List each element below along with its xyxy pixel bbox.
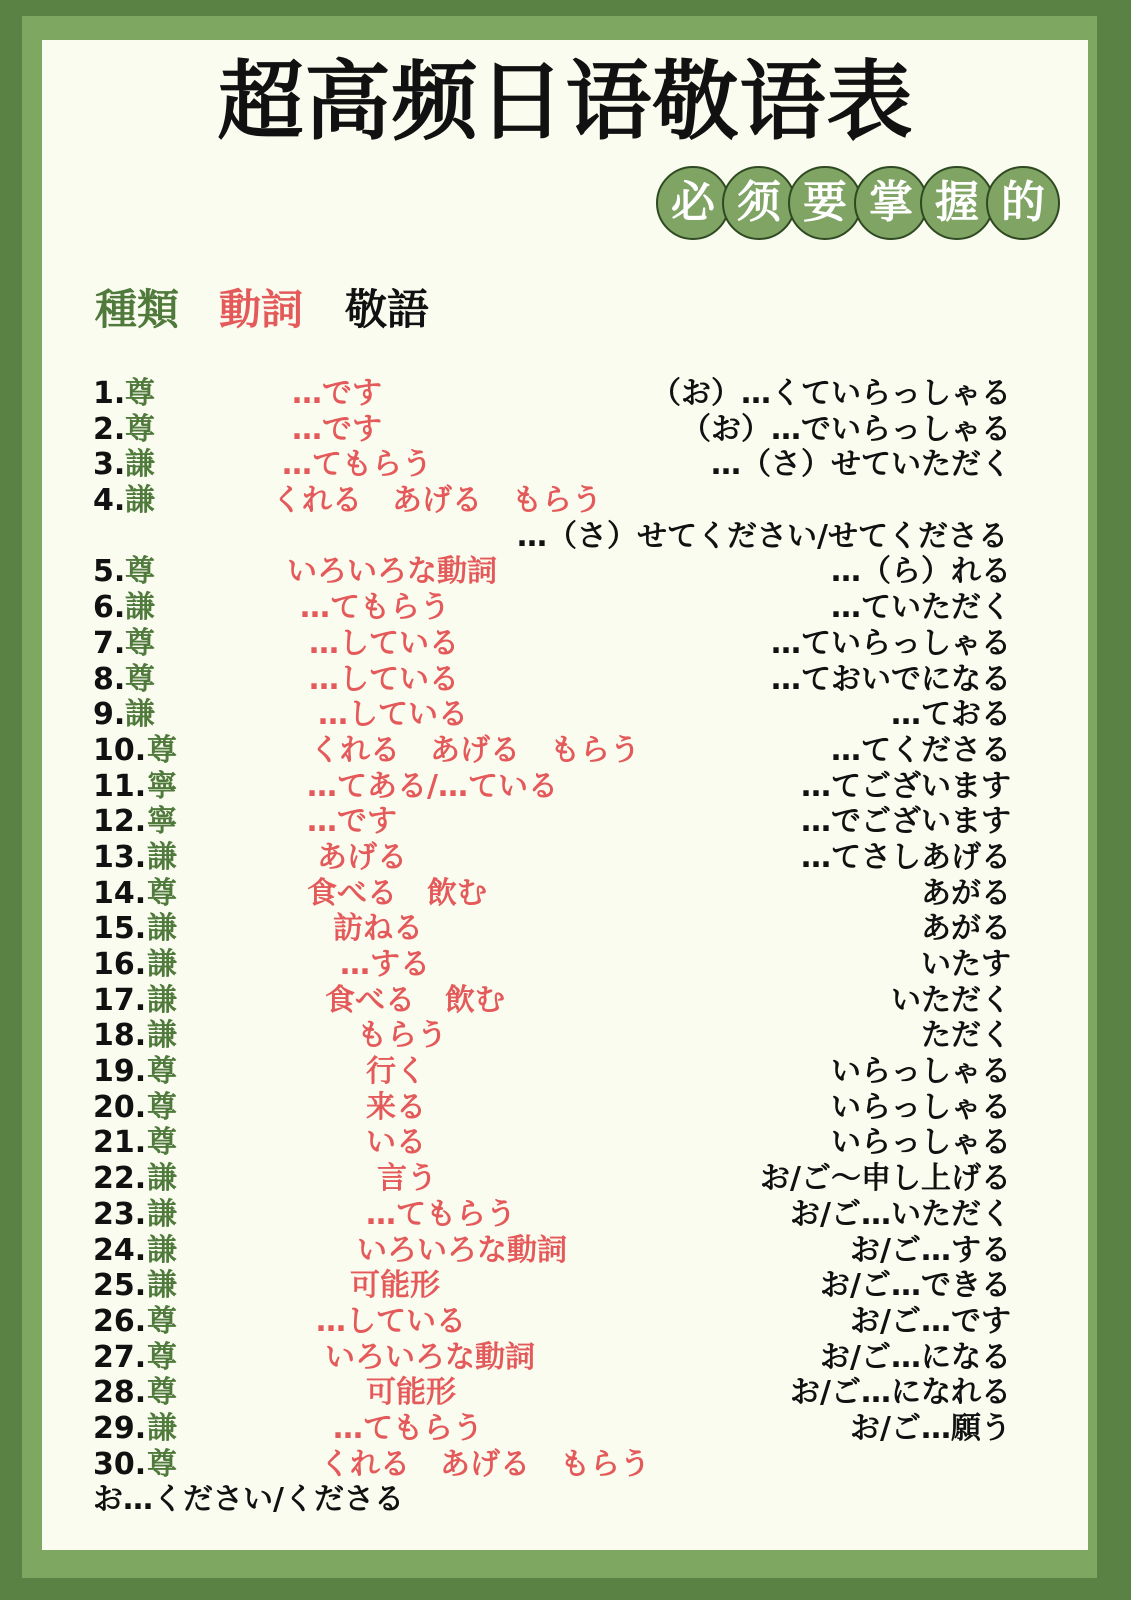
row-number: 10. xyxy=(93,732,147,768)
row-verb: 来る xyxy=(366,1089,426,1125)
row-number: 15. xyxy=(93,911,147,947)
row-kind: 謙 xyxy=(147,911,177,947)
row-keigo: お/ご…いただく xyxy=(790,1196,1011,1232)
row-kind: 謙 xyxy=(125,483,155,519)
row-number: 20. xyxy=(93,1089,147,1125)
row-keigo: …ておいでになる xyxy=(771,661,1011,697)
row-number: 19. xyxy=(93,1054,147,1090)
table-row xyxy=(0,911,1131,947)
row-keigo: （お）…でいらっしゃる xyxy=(681,411,1011,447)
row-keigo: いたす xyxy=(921,947,1011,982)
row-number: 27. xyxy=(93,1339,147,1375)
row-number: 24. xyxy=(93,1232,147,1268)
row-keigo: お/ご…になる xyxy=(820,1339,1011,1375)
row-keigo: お/ご…できる xyxy=(820,1268,1011,1304)
row-number: 5. xyxy=(93,554,126,590)
row-verb: 可能形 xyxy=(366,1375,456,1411)
row-keigo: …ておる xyxy=(891,697,1011,733)
row-kind: 謙 xyxy=(125,697,155,733)
row-verb: いろいろな動詞 xyxy=(287,554,497,590)
row-kind: 尊 xyxy=(147,732,177,768)
row-verb: いろいろな動詞 xyxy=(357,1232,567,1268)
page-title: 超高频日语敬语表 xyxy=(217,52,914,152)
row-verb: 食べる 飲む xyxy=(325,982,505,1018)
row-number: 3. xyxy=(93,447,126,483)
badge-char: 掌 xyxy=(854,166,928,240)
row-kind: 尊 xyxy=(147,1054,177,1090)
table-row xyxy=(0,1482,1131,1518)
row-keigo: お/ご…する xyxy=(850,1232,1011,1268)
row-keigo: あがる xyxy=(921,911,1011,947)
row-kind: 謙 xyxy=(147,982,177,1018)
row-keigo: …てさしあげる xyxy=(801,839,1011,875)
row-verb: …てもらう xyxy=(282,447,432,483)
badge-char: 必 xyxy=(656,166,730,240)
table-row xyxy=(0,1197,1131,1233)
row-keigo: いらっしゃる xyxy=(831,1054,1011,1090)
row-kind: 謙 xyxy=(147,1268,177,1304)
keigo-table xyxy=(0,376,1131,1518)
badge-char: 握 xyxy=(920,166,994,240)
row-keigo: …てございます xyxy=(801,768,1011,804)
table-row xyxy=(0,1090,1131,1126)
table-row xyxy=(0,554,1131,590)
row-keigo: いらっしゃる xyxy=(831,1125,1011,1161)
row-verb: …てもらう xyxy=(333,1410,483,1446)
row-keigo: いらっしゃる xyxy=(831,1089,1011,1125)
table-row xyxy=(0,1233,1131,1269)
row-verb: 食べる 飲む xyxy=(307,875,487,911)
row-kind: 尊 xyxy=(125,661,155,697)
row-kind: 尊 xyxy=(147,1375,177,1411)
row-verb: …している xyxy=(309,661,459,697)
row-kind: 尊 xyxy=(147,1125,177,1161)
row-kind: 謙 xyxy=(147,1410,177,1446)
table-row xyxy=(0,983,1131,1019)
table-row xyxy=(0,1375,1131,1411)
row-verb: …です xyxy=(292,411,382,447)
row-verb: 可能形 xyxy=(350,1268,440,1304)
row-verb: …している xyxy=(316,1303,466,1339)
table-row xyxy=(0,1161,1131,1197)
row-verb: 言う xyxy=(377,1161,437,1197)
row-kind: 尊 xyxy=(147,1339,177,1375)
table-row xyxy=(0,1268,1131,1304)
row-number: 17. xyxy=(93,982,147,1018)
table-row xyxy=(0,1411,1131,1447)
table-row xyxy=(0,483,1131,519)
row-number: 11. xyxy=(93,768,147,804)
row-number: 14. xyxy=(93,875,147,911)
table-row xyxy=(0,1125,1131,1161)
row-kind: 尊 xyxy=(147,1446,177,1482)
table-row xyxy=(0,840,1131,876)
table-row xyxy=(0,626,1131,662)
table-row xyxy=(0,947,1131,983)
row-keigo: …（ら）れる xyxy=(831,554,1011,590)
row-keigo: お/ご…です xyxy=(850,1303,1011,1339)
row-keigo: …ていらっしゃる xyxy=(771,625,1011,661)
row-number: 8. xyxy=(93,661,126,697)
table-row xyxy=(0,412,1131,448)
row-verb: …です xyxy=(307,804,397,840)
row-number: 22. xyxy=(93,1161,147,1197)
table-row xyxy=(0,590,1131,626)
row-number: 9. xyxy=(93,697,126,733)
table-row xyxy=(0,1304,1131,1340)
row-number: 2. xyxy=(93,411,126,447)
row-keigo: お/ご～申し上げる xyxy=(760,1161,1011,1197)
table-row xyxy=(0,662,1131,698)
table-row xyxy=(0,804,1131,840)
row-kind: 謙 xyxy=(147,839,177,875)
row-number: 18. xyxy=(93,1018,147,1054)
row-number: 16. xyxy=(93,947,147,982)
row-number: 23. xyxy=(93,1196,147,1232)
row-keigo: いただく xyxy=(891,982,1011,1018)
badge-char: 须 xyxy=(722,166,796,240)
row-kind: 尊 xyxy=(125,554,155,590)
table-row xyxy=(0,697,1131,733)
table-row xyxy=(0,447,1131,483)
table-row xyxy=(0,1447,1131,1483)
row-verb: いる xyxy=(366,1125,426,1161)
badge-char: 要 xyxy=(788,166,862,240)
row-kind: 寧 xyxy=(147,768,177,804)
row-verb: …てもらう xyxy=(366,1196,516,1232)
table-row xyxy=(0,1054,1131,1090)
row-keigo: ただく xyxy=(921,1018,1011,1054)
row-verb: くれる あげる もらう xyxy=(310,732,640,768)
table-row xyxy=(0,1340,1131,1376)
row-number: 28. xyxy=(93,1375,147,1411)
row-number: 21. xyxy=(93,1125,147,1161)
row-kind: 謙 xyxy=(147,1196,177,1232)
legend-verb: 動詞 xyxy=(219,285,304,334)
row-verb: …している xyxy=(318,697,468,733)
row-number: 6. xyxy=(93,590,126,626)
row-verb: くれる あげる もらう xyxy=(272,483,602,519)
row-kind: 尊 xyxy=(125,625,155,661)
table-row xyxy=(0,733,1131,769)
row-kind: 謙 xyxy=(147,1232,177,1268)
row-kind: 謙 xyxy=(125,447,155,483)
row-kind: 謙 xyxy=(147,947,177,982)
row-number: 29. xyxy=(93,1410,147,1446)
row-verb: 訪ねる xyxy=(333,911,423,947)
legend-keigo: 敬語 xyxy=(345,285,430,334)
row-kind: 尊 xyxy=(147,1089,177,1125)
row-number: 7. xyxy=(93,625,126,661)
table-row xyxy=(0,519,1131,555)
row-verb: いろいろな動詞 xyxy=(325,1339,535,1375)
row-keigo: …でございます xyxy=(801,804,1011,840)
row-kind: 寧 xyxy=(147,804,177,840)
row-keigo: …（さ）せていただく xyxy=(711,447,1011,483)
row-keigo: …ていただく xyxy=(831,590,1011,626)
row-kind: 尊 xyxy=(125,411,155,447)
row-number: 4. xyxy=(93,483,126,519)
row-number: 1. xyxy=(93,376,126,411)
row-kind: 謙 xyxy=(147,1018,177,1054)
legend-kind: 種類 xyxy=(95,285,180,334)
row-verb: …です xyxy=(292,376,382,411)
table-row xyxy=(0,1018,1131,1054)
row-number: 26. xyxy=(93,1303,147,1339)
row-verb: …している xyxy=(309,625,459,661)
table-row xyxy=(0,376,1131,412)
table-row xyxy=(0,876,1131,912)
row-number: 30. xyxy=(93,1446,147,1482)
row-verb: …てもらう xyxy=(300,590,450,626)
row-verb: もらう xyxy=(357,1018,447,1054)
row-number: 25. xyxy=(93,1268,147,1304)
badge-char: 的 xyxy=(986,166,1060,240)
row-number: 13. xyxy=(93,839,147,875)
row-kind: 謙 xyxy=(147,1161,177,1197)
row-keigo: お/ご…になれる xyxy=(790,1375,1011,1411)
row-number: 12. xyxy=(93,804,147,840)
row-keigo: （お）…くていらっしゃる xyxy=(651,376,1011,411)
row-verb: 行く xyxy=(366,1054,426,1090)
row-verb: くれる あげる もらう xyxy=(320,1446,650,1482)
row-keigo: …てくださる xyxy=(831,732,1011,768)
row-kind: 尊 xyxy=(125,376,155,411)
row-verb: …する xyxy=(340,947,430,982)
row-keigo-continuation: …（さ）せてください/せてくださる xyxy=(517,518,1008,554)
row-verb: …てある/…ている xyxy=(307,768,558,804)
row-kind: 尊 xyxy=(147,875,177,911)
row-keigo: あがる xyxy=(921,875,1011,911)
table-row xyxy=(0,769,1131,805)
row-verb: あげる xyxy=(317,839,407,875)
row-kind: 謙 xyxy=(125,590,155,626)
row-keigo: お/ご…願う xyxy=(850,1410,1011,1446)
row-kind: 尊 xyxy=(147,1303,177,1339)
row-keigo-continuation: お…ください/くださる xyxy=(93,1482,404,1518)
